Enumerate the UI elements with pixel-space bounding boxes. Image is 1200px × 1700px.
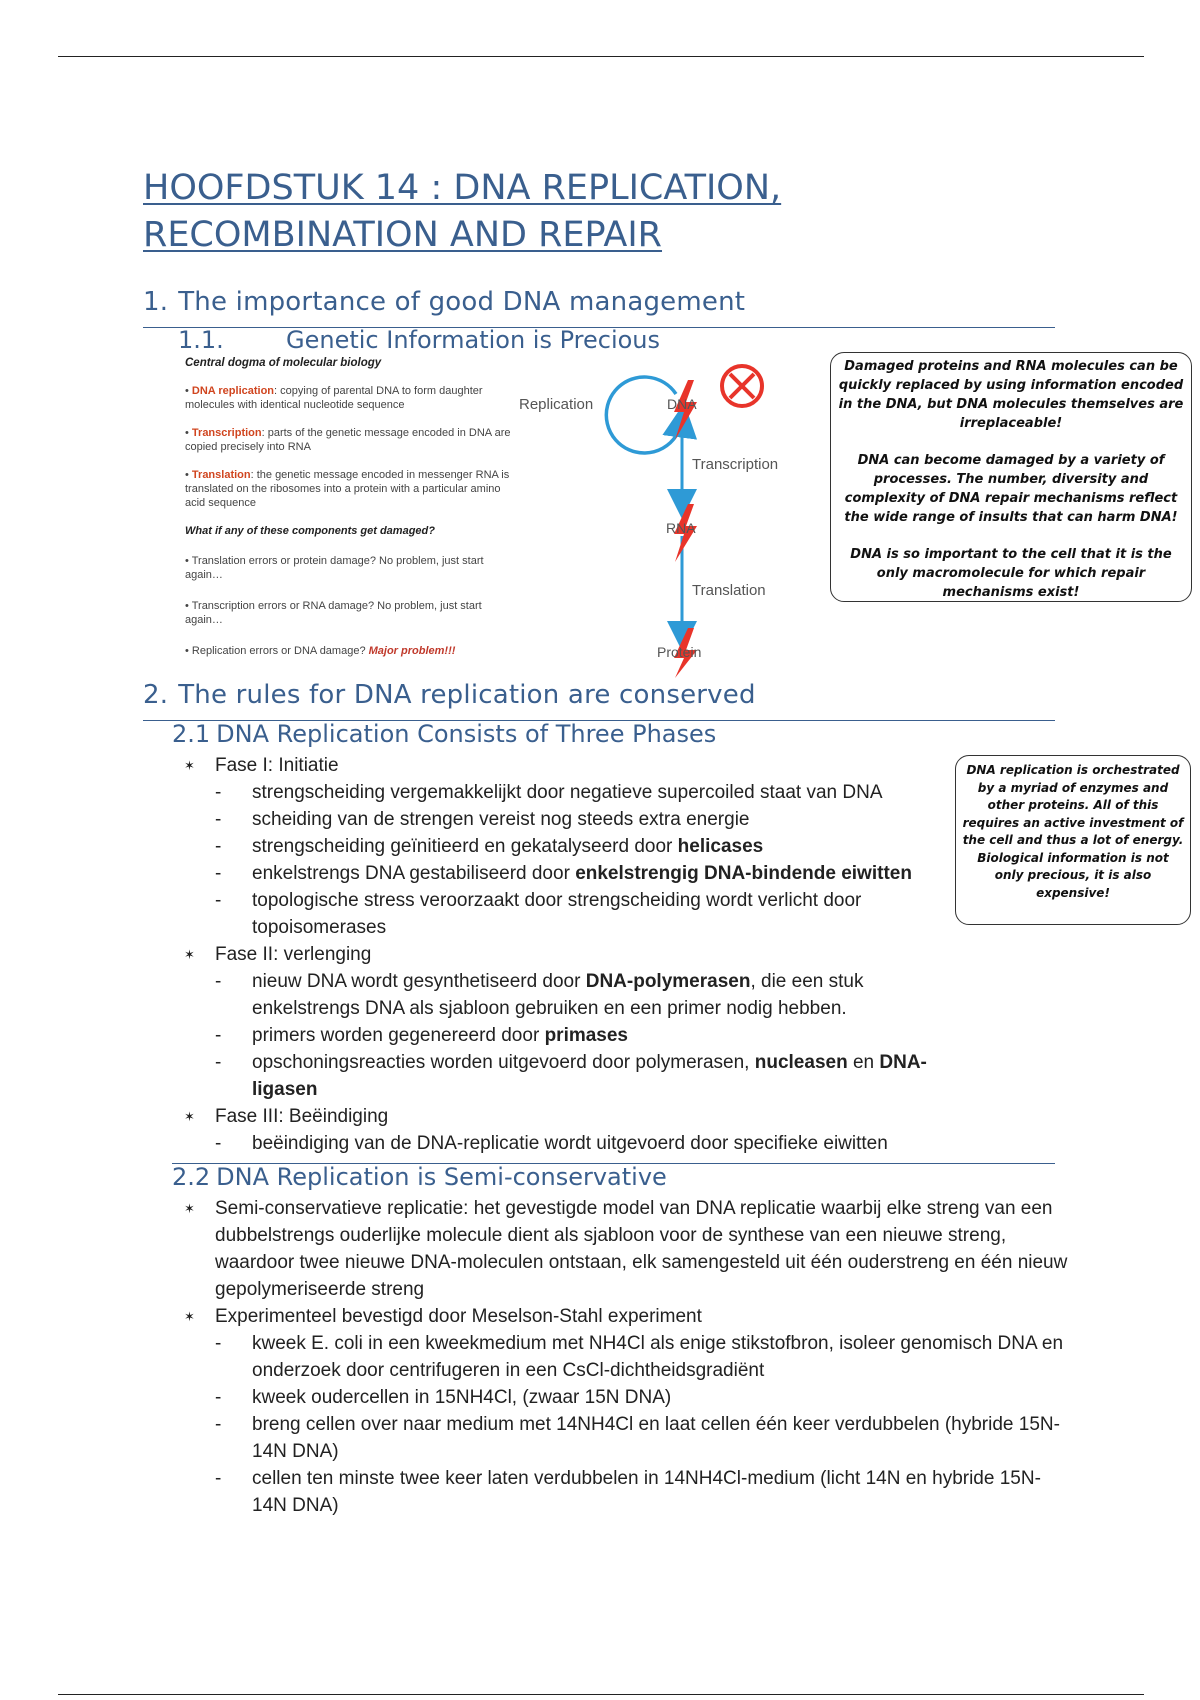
- phase-3: ✶ Fase III: Beëindiging - beëindiging van de DNA-replicatie wordt uitgevoerd door specifieke eiwitten: [178, 1103, 948, 1157]
- section-1-1-heading: 1.1. Genetic Information is Precious: [178, 326, 661, 354]
- figure-point-translation: • Translation: the genetic message encoded in messenger RNA is translated on the ribosomes into a protein with a particular amino acid sequence: [185, 469, 510, 509]
- page-title: HOOFDSTUK 14 : DNA REPLICATION, RECOMBINATION AND REPAIR: [143, 168, 782, 255]
- section-2-1-heading: 2.1 DNA Replication Consists of Three Phases: [172, 720, 717, 748]
- callout-irreplaceable-dna: Damaged proteins and RNA molecules can be quickly replaced by using information encoded in the DNA, but DNA molecules themselves are irreplaceable! DNA can become damaged by a variety of processes. The number, diversity and complexity of DNA repair mechanisms reflect the wide range of insults that can harm DNA! DNA is so important to the cell that it is the only macromolecule for which repair mechanisms exist!: [830, 352, 1192, 602]
- phase-2-item: - primers worden gegenereerd door primases: [215, 1022, 948, 1049]
- phase-1-item: - strengscheiding vergemakkelijkt door negatieve supercoiled staat van DNA: [215, 779, 948, 806]
- meselson-stahl: ✶ Experimenteel bevestigd door Meselson-Stahl experiment - kweek E. coli in een kweekmedium met NH4Cl als enige stikstofbron, isoleer genomisch DNA en onderzoek door centrifugeren in een CsCl-dichtheidsgradiënt - kweek oudercellen in 15NH4Cl, (zwaar 15N DNA) - breng cellen over naar medium met 14NH4Cl en laat cellen één keer verdubbelen (hybride 15N-14N DNA) - cellen ten minste twee keer laten verdubbelen in 14NH4Cl-medium (licht 14N en hybride 15N-14N DNA): [178, 1303, 1068, 1519]
- figure-error-1: • Translation errors or protein damage? No problem, just start again…: [185, 555, 484, 581]
- label-protein: Protein: [657, 644, 702, 660]
- experiment-step: - cellen ten minste twee keer laten verdubbelen in 14NH4Cl-medium (licht 14N en hybride 15N-14N DNA): [215, 1465, 1068, 1519]
- callout-replication-energy: DNA replication is orchestrated by a myriad of enzymes and other proteins. All of this requires an active investment of the cell and thus a lot of energy. Biological information is not only precious, it is also expensive!: [955, 755, 1191, 925]
- figure-point-replication: • DNA replication: copying of parental DNA to form daughter molecules with identical nucleotide sequence: [185, 385, 483, 411]
- label-dna: DNA: [667, 396, 697, 412]
- semi-conservative-definition: ✶ Semi-conservatieve replicatie: het gevestigde model van DNA replicatie waarbij elke streng van een dubbelstrengs ouderlijke molecule dient als sjabloon voor de synthese van een nieuwe streng, waardoor twee nieuwe DNA-moleculen ontstaan, elk samengesteld uit één ouderstreng en één nieuw gepolymeriseerde streng: [178, 1195, 1068, 1303]
- error-x-icon: [722, 366, 762, 406]
- central-dogma-figure: [185, 356, 805, 678]
- label-translation: Translation: [692, 582, 766, 599]
- header-rule: [58, 56, 1144, 57]
- experiment-step: - breng cellen over naar medium met 14NH4Cl en laat cellen één keer verdubbelen (hybride 15N-14N DNA): [215, 1411, 1068, 1465]
- phase-2-item: - nieuw DNA wordt gesynthetiseerd door DNA-polymerasen, die een stuk enkelstrengs DNA als sjabloon gebruiken en een primer nodig hebben.: [215, 968, 948, 1022]
- label-replication: Replication: [519, 396, 594, 413]
- phase-1-item: - scheiding van de strengen vereist nog steeds extra energie: [215, 806, 948, 833]
- phase-3-item: - beëindiging van de DNA-replicatie wordt uitgevoerd door specifieke eiwitten: [215, 1130, 948, 1157]
- experiment-step: - kweek oudercellen in 15NH4Cl, (zwaar 15N DNA): [215, 1384, 1068, 1411]
- figure-heading: Central dogma of molecular biology: [185, 357, 382, 369]
- footer-rule: [58, 1694, 1144, 1695]
- figure-point-transcription: • Transcription: parts of the genetic message encoded in DNA are copied precisely into RNA: [185, 427, 511, 453]
- replication-loop-arrow: [606, 377, 682, 453]
- phase-2: ✶ Fase II: verlenging - nieuw DNA wordt gesynthetiseerd door DNA-polymerasen, die een stuk enkelstrengs DNA als sjabloon gebruiken en een primer nodig hebben. - primers worden gegenereerd door primases - opschoningsreacties worden uitgevoerd door polymerasen, nucleasen en DNA-ligasen: [178, 941, 948, 1103]
- figure-error-2: • Transcription errors or RNA damage? No problem, just start again…: [185, 600, 482, 626]
- phases-list: [178, 752, 948, 1157]
- section-1-heading: 1. The importance of good DNA management: [143, 287, 746, 317]
- phase-1-item: - enkelstrengs DNA gestabiliseerd door enkelstrengig DNA-bindende eiwitten: [215, 860, 948, 887]
- phase-2-item: - opschoningsreacties worden uitgevoerd door polymerasen, nucleasen en DNA-ligasen: [215, 1049, 948, 1103]
- section-2-2-heading: 2.2 DNA Replication is Semi-conservative: [172, 1163, 667, 1191]
- dogma-diagram: [185, 356, 805, 678]
- experiment-step: - kweek E. coli in een kweekmedium met NH4Cl als enige stikstofbron, isoleer genomisch DNA en onderzoek door centrifugeren in een CsCl-dichtheidsgradiënt: [215, 1330, 1068, 1384]
- phase-1-item: - topologische stress veroorzaakt door strengscheiding wordt verlicht door topoisomerases: [215, 887, 902, 941]
- figure-question: What if any of these components get damaged?: [185, 525, 435, 537]
- label-rna: RNA: [666, 520, 696, 536]
- figure-error-3: • Replication errors or DNA damage? Major problem!!!: [185, 645, 456, 657]
- semi-conservative-list: [178, 1195, 1068, 1519]
- phase-1: ✶ Fase I: Initiatie - strengscheiding vergemakkelijkt door negatieve supercoiled staat van DNA - scheiding van de strengen vereist nog steeds extra energie - strengscheiding geïnitieerd en gekatalyseerd door helicases - enkelstrengs DNA gestabiliseerd door enkelstrengig DNA-bindende eiwitten - topologische stress veroorzaakt door strengscheiding wordt verlicht door topoisomerases: [178, 752, 948, 941]
- section-2-heading: 2. The rules for DNA replication are conserved: [143, 680, 756, 710]
- phase-1-item: - strengscheiding geïnitieerd en gekatalyseerd door helicases: [215, 833, 948, 860]
- label-transcription: Transcription: [692, 456, 779, 473]
